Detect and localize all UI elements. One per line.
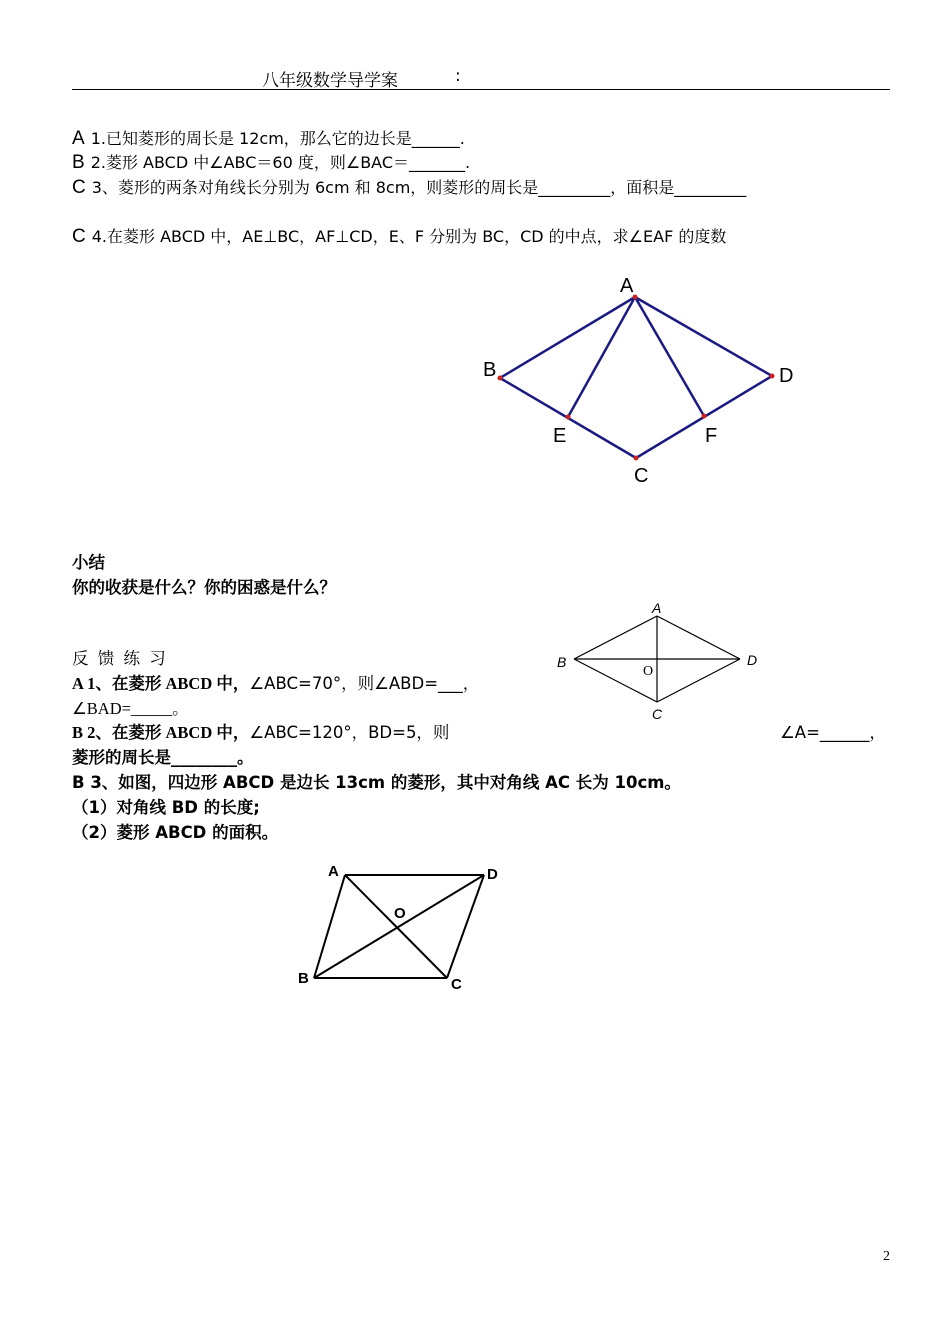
point-b [498,376,503,381]
feedback-q1-prefix: A 1、在菱形 ABCD 中， [72,674,250,693]
label-d: D [779,365,794,387]
page-number: 2 [883,1249,890,1264]
point-d [770,374,775,379]
summary-title: 小结 [72,553,105,572]
label-b: B [483,359,497,381]
feedback-q1 [72,672,479,696]
question-3 [72,177,746,199]
question-level: C [72,177,86,198]
feedback-q2-line2: 菱形的周长是________。 [72,748,254,767]
label-e: E [553,425,567,447]
label-a: A [328,863,339,880]
label-c: C [451,976,462,993]
figure1-lines [500,297,772,458]
question-1 [72,128,465,150]
page-header-title: 八年级数学导学案 [262,71,398,91]
segment-ab [574,616,657,659]
label-d: D [747,652,758,668]
figure-rhombus-aef [470,270,810,490]
diagonal-ac [345,875,447,978]
label-f: F [705,425,718,447]
feedback-q2-answer-a: ∠A=______， [780,723,886,742]
page-header-colon: : [455,66,461,86]
segment-dc [657,659,740,702]
segment-ab [500,297,635,378]
segment-ad [635,297,772,376]
feedback-q3-sub2: （2）菱形 ABCD 的面积。 [72,823,279,842]
feedback-q2 [72,721,449,745]
label-a: A [652,600,662,616]
segment-af [635,297,704,416]
segment-ad [657,616,740,659]
segment-ae [568,297,635,417]
label-b: B [557,654,567,670]
question-text: 3、菱形的两条对角线长分别为 6cm 和 8cm，则菱形的周长是_________，面积是_________ [91,178,747,197]
feedback-q2-prefix: B 2、在菱形 ABCD 中， [72,723,250,742]
header-rule [72,89,890,90]
label-o: O [643,664,654,679]
label-c: C [652,706,663,722]
point-c [634,456,639,461]
feedback-q1-line2: ∠BAD=_____。 [72,699,189,718]
label-c: C [634,465,649,487]
feedback-q3: B 3、如图，四边形 ABCD 是边长 13cm 的菱形，其中对角线 AC 长为 10cm。 [72,773,681,792]
figure-parallelogram [290,855,520,1000]
feedback-q3-sub1: （1）对角线 BD 的长度; [72,798,260,817]
figure-rhombus-diagonals [550,598,770,726]
summary-question: 你的收获是什么？你的困惑是什么？ [72,578,336,597]
label-o: O [394,905,406,922]
question-4 [72,226,726,248]
label-d: D [487,866,498,883]
label-b: B [298,970,309,987]
question-text: 1.已知菱形的周长是 12cm，那么它的边长是______. [90,129,465,148]
question-text: 4.在菱形 ABCD 中，AE⊥BC，AF⊥CD，E、F 分别为 BC，CD 的中点，求∠EAF 的度数 [91,227,727,246]
point-e [566,415,571,420]
feedback-q2-rest: ∠ABC=120°，BD=5，则 [249,723,450,742]
figure1-points [498,295,775,461]
question-level: C [72,226,86,247]
feedback-title: 反 馈 练 习 [72,649,168,668]
figure2-lines [574,616,740,702]
question-2 [72,152,470,174]
question-level: A [72,128,85,149]
figure3-lines [314,875,484,978]
point-f [702,414,707,419]
label-a: A [620,275,634,297]
question-text: 2.菱形 ABCD 中∠ABC＝60 度，则∠BAC＝_______. [90,153,471,172]
segment-dc [447,875,484,978]
question-level: B [72,152,85,173]
feedback-q1-rest: ∠ABC=70°，则∠ABD=___， [249,674,480,693]
